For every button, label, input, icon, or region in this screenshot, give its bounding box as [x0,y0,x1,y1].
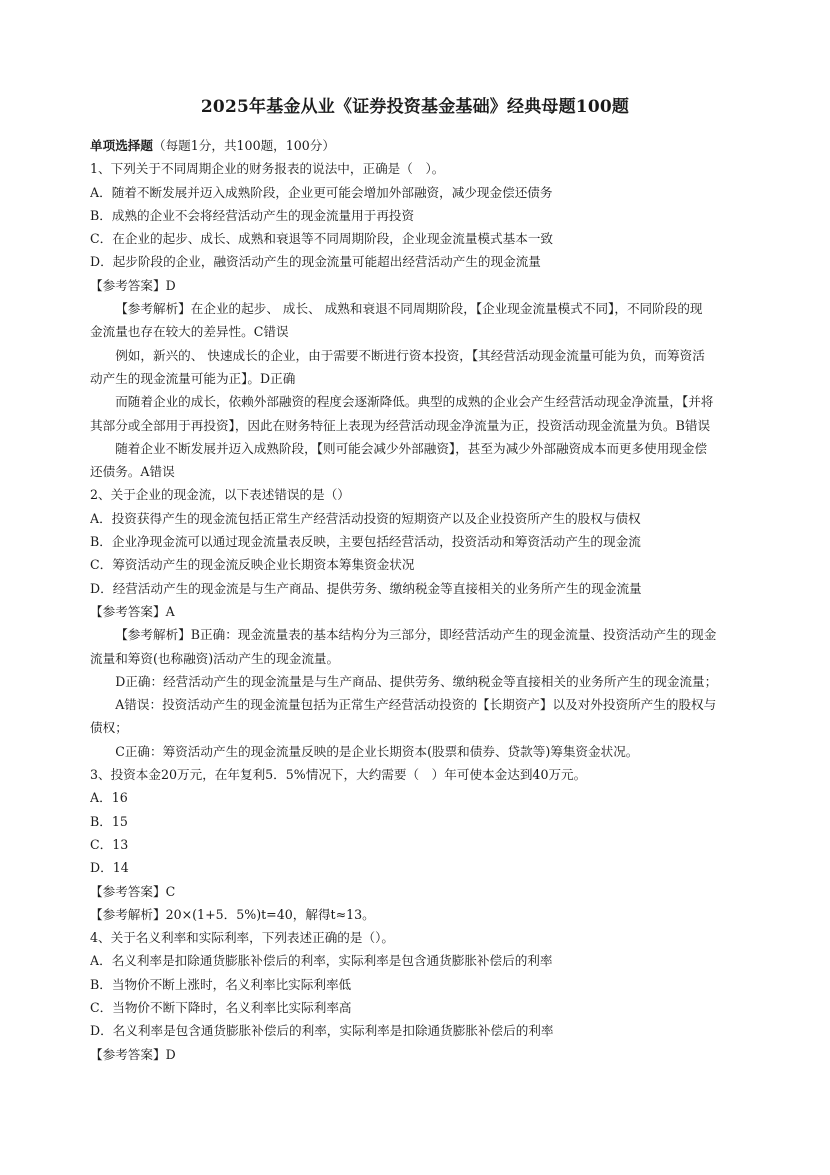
analysis-line: 债权； [90,720,128,736]
section-label: 单项选择题 [90,138,153,153]
analysis-line: C正确：筹资活动产生的现金流量反映的是企业长期资本(股票和债券、贷款等)筹集资金状况。 [115,743,639,759]
question-option: A．16 [90,790,128,806]
analysis-line: 金流量也存在较大的差异性。C错误 [90,324,289,340]
analysis-line: 【参考解析】20×(1+5．5%)t=40，解得t≈13。 [90,906,375,922]
analysis-line: 其部分或全部用于再投资】，因此在财务特征上表现为经营活动现金净流量为正，投资活动现金流量为负。B错误 [90,417,711,433]
section-note: （每题1分，共100题，100分） [152,138,335,153]
analysis-line: 而随着企业的成长，依赖外部融资的程度会逐渐降低。典型的成熟的企业会产生经营活动现金净流量，【并将 [115,394,714,410]
question-option: D．经营活动产生的现金流是与生产商品、提供劳务、缴纳税金等直接相关的业务所产生的现金流量 [90,580,642,596]
analysis-line: D正确：经营活动产生的现金流量是与生产商品、提供劳务、缴纳税金等直接相关的业务所产生的现金流量； [115,673,718,689]
analysis-line: 随着企业不断发展并迈入成熟阶段，【则可能会减少外部融资】，甚至为减少外部融资成本而更多使用现金偿 [115,440,708,456]
question-stem: 4、关于名义利率和实际利率，下列表述正确的是（）。 [90,930,394,946]
analysis-line: A错误：投资活动产生的现金流量包括为正常生产经营活动投资的【长期资产】以及对外投资所产生的股权与 [115,697,717,713]
section-heading [90,134,762,157]
question-stem: 1、下列关于不同周期企业的财务报表的说法中，正确是（ ）。 [90,161,445,177]
answer-line: 【参考答案】C [90,883,176,899]
analysis-line: 还债务。A错误 [90,464,175,480]
answer-line: 【参考答案】A [90,603,175,619]
question-option: A．随着不断发展并迈入成熟阶段，企业更可能会增加外部融资，减少现金偿还债务 [90,184,553,200]
analysis-line: 【参考解析】B正确：现金流量表的基本结构分为三部分，即经营活动产生的现金流量、投资活动产生的现金 [115,627,717,643]
question-option: D．起步阶段的企业，融资活动产生的现金流量可能超出经营活动产生的现金流量 [90,254,541,270]
question-option: A．投资获得产生的现金流包括正常生产经营活动投资的短期资产以及企业投资所产生的股权与债权 [90,510,641,526]
question-option: C．当物价不断下降时，名义利率比实际利率高 [90,999,352,1015]
question-option: C．在企业的起步、成长、成熟和衰退等不同周期阶段，企业现金流量模式基本一致 [90,231,554,247]
question-option: B．成熟的企业不会将经营活动产生的现金流量用于再投资 [90,207,415,223]
question-option: D．14 [90,860,129,876]
answer-line: 【参考答案】D [90,1046,176,1062]
question-option: B．15 [90,813,128,829]
analysis-line: 动产生的现金流量可能为正】。D正确 [90,370,296,386]
analysis-line: 流量和筹资(也称融资)活动产生的现金流量。 [90,650,340,666]
question-option: B．企业净现金流可以通过现金流量表反映，主要包括经营活动，投资活动和筹资活动产生的现金流 [90,534,641,550]
question-option: A．名义利率是扣除通货膨胀补偿后的利率，实际利率是包含通货膨胀补偿后的利率 [90,953,553,969]
analysis-line: 【参考解析】在企业的起步、 成长、 成熟和衰退不同周期阶段，【企业现金流量模式不同】，不同阶段的现 [115,301,703,317]
question-option: D．名义利率是包含通货膨胀补偿后的利率，实际利率是扣除通货膨胀补偿后的利率 [90,1023,554,1039]
page-title: 2025年基金从业《证券投资基金基础》经典母题100题 [200,97,630,117]
question-stem: 2、关于企业的现金流，以下表述错误的是（） [90,487,350,503]
question-option: C．筹资活动产生的现金流反映企业长期资本筹集资金状况 [90,557,415,573]
question-option: C．13 [90,836,129,852]
document-body [90,134,762,1066]
question-option: B．当物价不断上涨时，名义利率比实际利率低 [90,976,352,992]
analysis-line: 例如，新兴的、 快速成长的企业，由于需要不断进行资本投资，【其经营活动现金流量可能为负，而筹资活 [115,347,705,363]
question-stem: 3、投资本金20万元，在年复利5．5%情况下，大约需要（ ）年可使本金达到40万元。 [90,767,587,783]
answer-line: 【参考答案】D [90,277,176,293]
